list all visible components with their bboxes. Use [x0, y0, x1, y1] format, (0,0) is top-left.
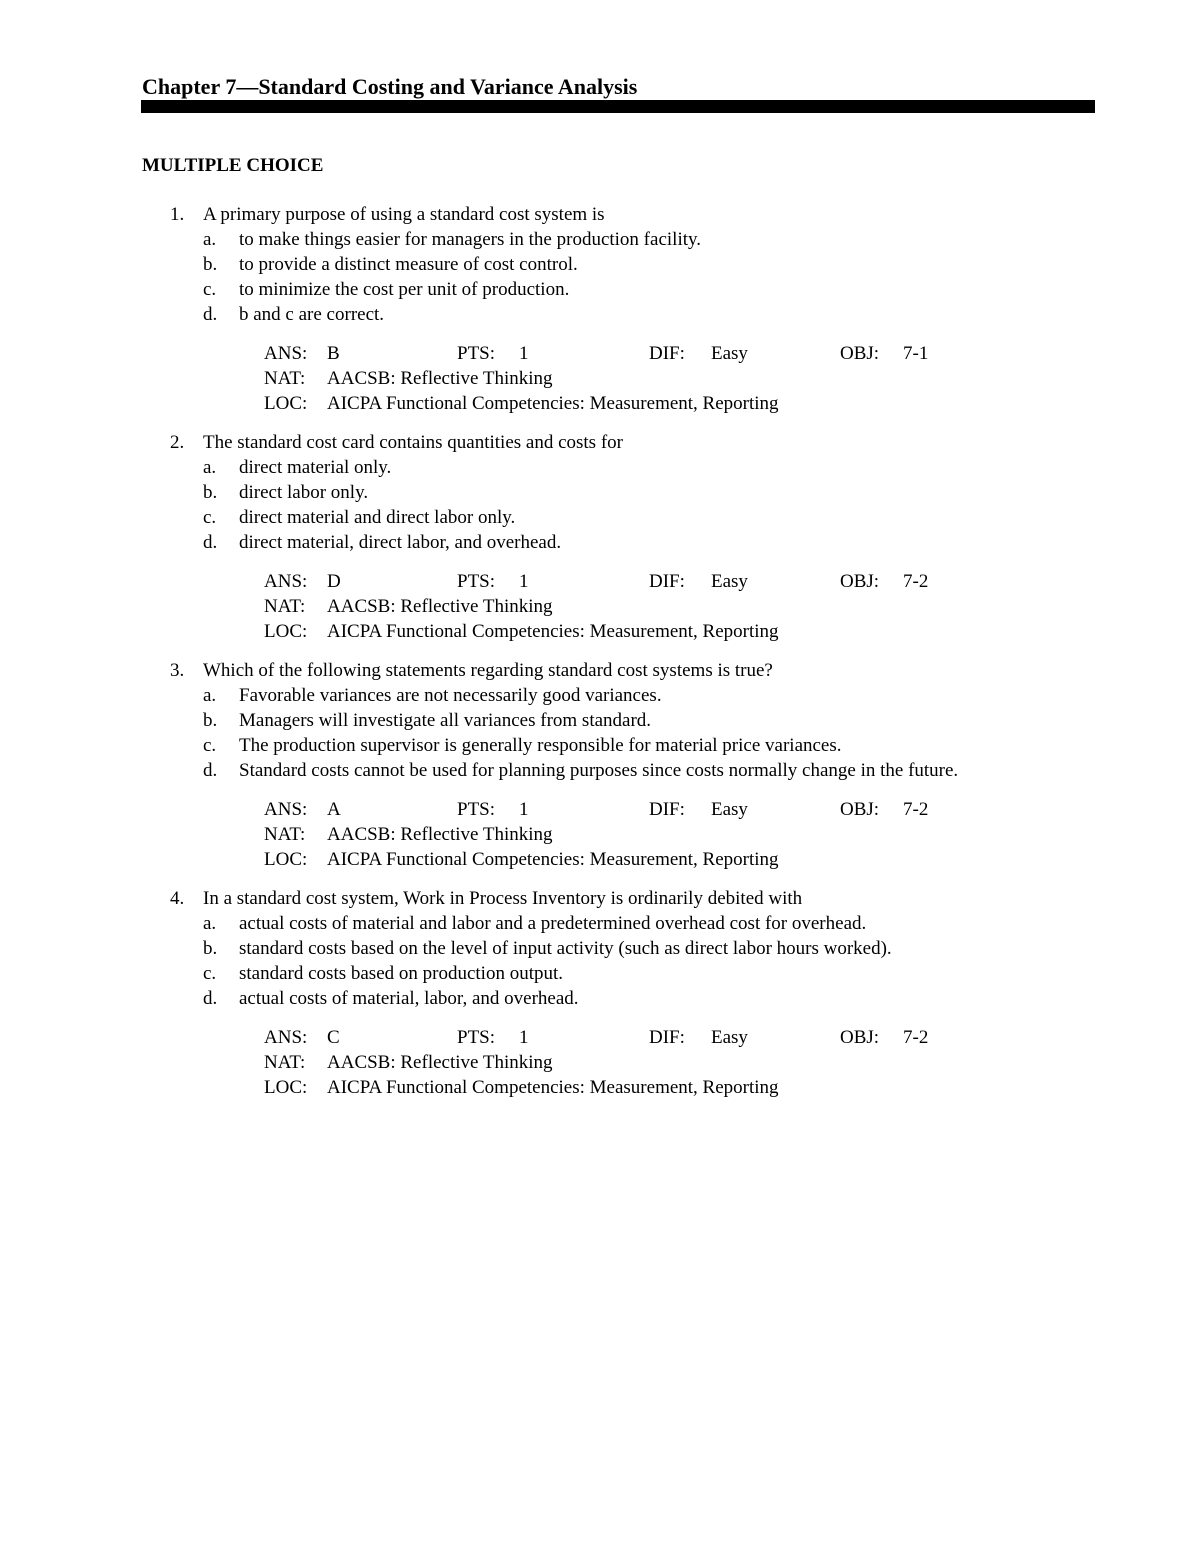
- choice-letter: b.: [203, 482, 218, 503]
- question-text: Which of the following statements regarding standard cost systems is true?: [203, 660, 773, 681]
- question-stem: [142, 202, 1042, 227]
- dif-value: Easy: [711, 343, 748, 364]
- loc-value: AICPA Functional Competencies: Measurement, Reporting: [327, 1077, 779, 1098]
- nat-row: [203, 594, 1042, 619]
- choice-letter: d.: [203, 304, 218, 325]
- question-2: [142, 430, 1042, 644]
- dif-label: DIF:: [649, 571, 685, 592]
- choice-c: [142, 277, 999, 302]
- loc-label: LOC:: [264, 393, 308, 414]
- nat-label: NAT:: [264, 1052, 306, 1073]
- ans-value: A: [327, 799, 341, 820]
- question-text: The standard cost card contains quantities and costs for: [203, 432, 623, 453]
- choice-letter: a.: [203, 913, 217, 934]
- loc-row: [203, 1075, 1042, 1100]
- ans-value: C: [327, 1027, 340, 1048]
- choice-letter: d.: [203, 760, 218, 781]
- answer-metadata: [142, 341, 1042, 416]
- obj-value: 7-1: [903, 343, 929, 364]
- obj-value: 7-2: [903, 1027, 929, 1048]
- question-3: [142, 658, 1042, 872]
- dif-value: Easy: [711, 1027, 748, 1048]
- choice-text: direct material only.: [239, 457, 392, 478]
- choice-text: Managers will investigate all variances from standard.: [239, 710, 652, 731]
- nat-label: NAT:: [264, 368, 306, 389]
- choice-a: [142, 455, 999, 480]
- question-4: [142, 886, 1042, 1100]
- obj-label: OBJ:: [840, 571, 880, 592]
- loc-label: LOC:: [264, 621, 308, 642]
- choice-text: to make things easier for managers in the production facility.: [239, 229, 702, 250]
- obj-label: OBJ:: [840, 343, 880, 364]
- question-1: [142, 202, 1042, 416]
- choice-list: [142, 455, 1042, 555]
- loc-value: AICPA Functional Competencies: Measurement, Reporting: [327, 393, 779, 414]
- nat-value: AACSB: Reflective Thinking: [327, 596, 553, 617]
- chapter-title: Chapter 7—Standard Costing and Variance Analysis: [142, 74, 638, 99]
- choice-text: standard costs based on production output.: [239, 963, 564, 984]
- pts-value: 1: [519, 799, 529, 820]
- choice-letter: a.: [203, 229, 217, 250]
- nat-row: [203, 1050, 1042, 1075]
- choice-letter: d.: [203, 988, 218, 1009]
- question-number: 1.: [170, 204, 185, 225]
- choice-letter: c.: [203, 279, 217, 300]
- ans-label: ANS:: [264, 799, 308, 820]
- choice-list: [142, 683, 1042, 783]
- answer-metadata: [142, 797, 1042, 872]
- answer-row: [203, 569, 1042, 594]
- loc-row: [203, 391, 1042, 416]
- choice-text: b and c are correct.: [239, 304, 385, 325]
- dif-value: Easy: [711, 571, 748, 592]
- question-list: [142, 202, 1042, 1114]
- question-stem: [142, 430, 1042, 455]
- question-number: 2.: [170, 432, 185, 453]
- choice-letter: c.: [203, 507, 217, 528]
- question-stem: [142, 658, 1042, 683]
- nat-row: [203, 366, 1042, 391]
- loc-row: [203, 619, 1042, 644]
- loc-label: LOC:: [264, 849, 308, 870]
- question-number: 4.: [170, 888, 185, 909]
- choice-letter: b.: [203, 254, 218, 275]
- ans-label: ANS:: [264, 571, 308, 592]
- choice-a: [142, 683, 999, 708]
- choice-letter: b.: [203, 938, 218, 959]
- dif-label: DIF:: [649, 1027, 685, 1048]
- nat-value: AACSB: Reflective Thinking: [327, 1052, 553, 1073]
- loc-row: [203, 847, 1042, 872]
- obj-value: 7-2: [903, 799, 929, 820]
- obj-label: OBJ:: [840, 1027, 880, 1048]
- choice-b: [142, 936, 999, 961]
- choice-text: Standard costs cannot be used for planning purposes since costs normally change in the future.: [239, 760, 959, 781]
- title-rule: [141, 100, 1095, 113]
- choice-list: [142, 911, 1042, 1011]
- choice-a: [142, 227, 999, 252]
- pts-label: PTS:: [457, 571, 496, 592]
- ans-value: B: [327, 343, 340, 364]
- choice-letter: c.: [203, 735, 217, 756]
- question-text: A primary purpose of using a standard cost system is: [203, 204, 605, 225]
- obj-label: OBJ:: [840, 799, 880, 820]
- choice-b: [142, 708, 999, 733]
- dif-label: DIF:: [649, 799, 685, 820]
- question-number: 3.: [170, 660, 185, 681]
- choice-letter: d.: [203, 532, 218, 553]
- answer-metadata: [142, 569, 1042, 644]
- pts-value: 1: [519, 343, 529, 364]
- dif-label: DIF:: [649, 343, 685, 364]
- pts-value: 1: [519, 1027, 529, 1048]
- choice-a: [142, 911, 999, 936]
- choice-d: [142, 986, 999, 1011]
- choice-d: [142, 302, 999, 327]
- choice-letter: a.: [203, 685, 217, 706]
- answer-row: [203, 797, 1042, 822]
- question-stem: [142, 886, 1042, 911]
- choice-text: Favorable variances are not necessarily good variances.: [239, 685, 662, 706]
- obj-value: 7-2: [903, 571, 929, 592]
- section-heading: MULTIPLE CHOICE: [142, 155, 324, 176]
- choice-text: standard costs based on the level of input activity (such as direct labor hours worked).: [239, 938, 892, 959]
- choice-text: direct labor only.: [239, 482, 369, 503]
- pts-label: PTS:: [457, 1027, 496, 1048]
- choice-letter: b.: [203, 710, 218, 731]
- nat-label: NAT:: [264, 596, 306, 617]
- loc-value: AICPA Functional Competencies: Measurement, Reporting: [327, 621, 779, 642]
- nat-value: AACSB: Reflective Thinking: [327, 368, 553, 389]
- choice-text: to provide a distinct measure of cost control.: [239, 254, 578, 275]
- choice-text: direct material and direct labor only.: [239, 507, 516, 528]
- choice-b: [142, 480, 999, 505]
- choice-c: [142, 733, 999, 758]
- choice-letter: c.: [203, 963, 217, 984]
- ans-value: D: [327, 571, 341, 592]
- choice-text: direct material, direct labor, and overhead.: [239, 532, 562, 553]
- answer-metadata: [142, 1025, 1042, 1100]
- choice-c: [142, 505, 999, 530]
- pts-label: PTS:: [457, 343, 496, 364]
- choice-d: [142, 530, 999, 555]
- choice-text: to minimize the cost per unit of production.: [239, 279, 570, 300]
- pts-label: PTS:: [457, 799, 496, 820]
- choice-text: actual costs of material and labor and a predetermined overhead cost for overhead.: [239, 913, 867, 934]
- answer-row: [203, 1025, 1042, 1050]
- ans-label: ANS:: [264, 1027, 308, 1048]
- choice-d: [142, 758, 999, 783]
- nat-row: [203, 822, 1042, 847]
- question-text: In a standard cost system, Work in Process Inventory is ordinarily debited with: [203, 888, 803, 909]
- choice-b: [142, 252, 999, 277]
- pts-value: 1: [519, 571, 529, 592]
- ans-label: ANS:: [264, 343, 308, 364]
- answer-row: [203, 341, 1042, 366]
- loc-label: LOC:: [264, 1077, 308, 1098]
- choice-list: [142, 227, 1042, 327]
- nat-label: NAT:: [264, 824, 306, 845]
- choice-text: actual costs of material, labor, and overhead.: [239, 988, 579, 1009]
- choice-text: The production supervisor is generally responsible for material price variances.: [239, 735, 842, 756]
- choice-letter: a.: [203, 457, 217, 478]
- nat-value: AACSB: Reflective Thinking: [327, 824, 553, 845]
- dif-value: Easy: [711, 799, 748, 820]
- choice-c: [142, 961, 999, 986]
- loc-value: AICPA Functional Competencies: Measurement, Reporting: [327, 849, 779, 870]
